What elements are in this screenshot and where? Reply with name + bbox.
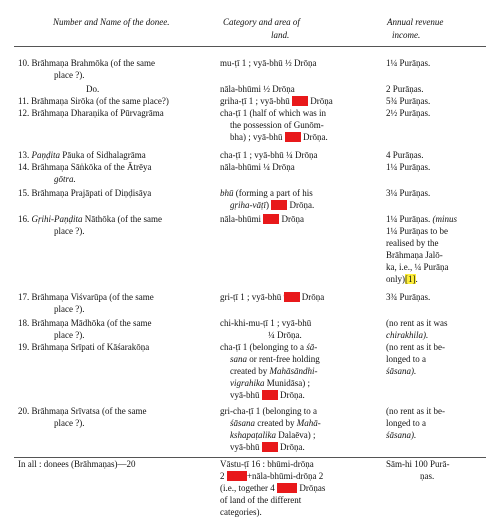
row-20-revenue-line2: longed to a <box>386 418 426 428</box>
highlighted-fraction: 11/64 <box>276 483 298 493</box>
row-14-land: nāla-bhūmi ¼ Drōṇa <box>220 162 295 172</box>
highlighted-fraction: 9/64 <box>283 292 300 302</box>
row-16-revenue-line4: Brāhmaṇa Jalō- <box>386 250 443 260</box>
row-12-land-line1: cha-ṭī 1 (half of which was in <box>220 108 326 118</box>
row-16-revenue-line2: 1¼ Purāṇas to be <box>386 226 448 236</box>
row-18-donee: 18. Brāhmaṇa Mādhōka (of the same <box>18 318 152 328</box>
header-col3-line2: income. <box>392 30 421 40</box>
header-col2-line2: land. <box>271 30 290 40</box>
row-12-land-line2: the possession of Gunōm- <box>230 120 324 130</box>
total-land-line3: (i.e., together 4 11/64 Drōṇas <box>220 483 326 493</box>
row-14-donee: 14. Brāhmaṇa Sāṅkōka of the Ātrēya <box>18 162 152 172</box>
row-11-revenue: 5¾ Purāṇas. <box>386 96 431 106</box>
row-20-revenue-line1: (no rent as it be- <box>386 406 445 416</box>
row-15-donee: 15. Brāhmaṇa Prajāpati of Diṇḍisāya <box>18 188 152 198</box>
row-18-land-line1: chi-khi-mu-ṭī 1 ; vyā-bhū <box>220 318 312 328</box>
row-11-donee: 11. Brāhmaṇa Sirōka (of the same place?) <box>18 96 169 106</box>
row-19-revenue-line3: śāsana). <box>386 366 417 376</box>
row-19-donee: 19. Brāhmaṇa Srīpati of Kāśarakōṇa <box>18 342 150 352</box>
row-18-land-line2: ¼ Drōṇa. <box>268 330 302 340</box>
row-13-revenue: 4 Purāṇas. <box>386 150 424 160</box>
row-17-donee-cont: place ?). <box>54 304 85 314</box>
header-rule <box>14 46 486 47</box>
row-20-land-line4: vyā-bhū 1/16 Drōṇa. <box>230 442 305 452</box>
highlighted-fraction: 1/16 <box>284 132 301 142</box>
row-16-revenue-line5: ka, i.e., ¼ Purāṇa <box>386 262 449 272</box>
row-19-revenue-line1: (no rent as it be- <box>386 342 445 352</box>
row-16-revenue-line6: only)[1]. <box>386 274 418 284</box>
row-12-donee: 12. Brāhmaṇa Dharaṇika of Pūrvagrāma <box>18 108 164 118</box>
highlighted-fraction: 1/16 <box>261 442 278 452</box>
row-20-donee: 20. Brāhmaṇa Srīvatsa (of the same <box>18 406 147 416</box>
row-10-donee-cont: place ?). <box>54 70 85 80</box>
row-12-land-line3: bha) ; vyā-bhū 1/16 Drōṇa. <box>230 132 328 142</box>
row-20-donee-cont: place ?). <box>54 418 85 428</box>
highlighted-fraction: 1/16 <box>271 200 288 210</box>
footnote-link[interactable]: [1] <box>405 274 416 284</box>
row-19-land-line5: vyā-bhū 1/16 Drōṇa. <box>230 390 305 400</box>
row-16-donee: 16. Gṛihi-Paṇḍita Nāthōka (of the same <box>18 214 162 224</box>
total-revenue-line1: Sām-hi 100 Purā- <box>386 459 450 469</box>
header-col2-line1: Category and area of <box>223 17 300 27</box>
total-land-line1: Vāstu-ṭī 16 : bhūmi-drōṇa <box>220 459 314 469</box>
row-10-donee: 10. Brāhmaṇa Brahmōka (of the same <box>18 58 155 68</box>
row-12-revenue: 2½ Purāṇas. <box>386 108 431 118</box>
row-16-revenue-line1: 1¼ Purāṇas. (minus <box>386 214 457 224</box>
total-land-line4: of land of the different <box>220 495 302 505</box>
row-10b-land: nāla-bhūmi ½ Drōṇa <box>220 84 295 94</box>
header-col3-line1: Annual revenue <box>387 17 444 27</box>
row-18-donee-cont: place ?). <box>54 330 85 340</box>
total-land-line2: 2 11/64+nāla-bhūmi-drōṇa 2 <box>220 471 324 481</box>
row-10b-revenue: 2 Purāṇas. <box>386 84 424 94</box>
row-11-land: griha-ṭī 1 ; vyā-bhū 9/64 Drōṇa <box>220 96 333 106</box>
row-20-land-line3: kshapaṭalika Dalaēva) ; <box>230 430 316 440</box>
row-20-revenue-line3: śāsana). <box>386 430 417 440</box>
row-14-donee-cont: gōtra. <box>54 174 76 184</box>
row-10b-donee: Do. <box>86 84 100 94</box>
row-18-revenue-line2: chirakhila). <box>386 330 429 340</box>
total-land-line5: categories). <box>220 507 262 517</box>
highlighted-fraction: 11/64 <box>226 471 247 481</box>
row-19-land-line3: created by Mahāsāndhi- <box>230 366 318 376</box>
row-10-revenue: 1¼ Purāṇas. <box>386 58 431 68</box>
total-rule <box>14 457 486 458</box>
row-17-land: gri-ṭī 1 ; vyā-bhū 9/64 Drōṇa <box>220 292 325 302</box>
row-13-donee: 13. Paṇḍita Pāuka of Sidhalagrāma <box>18 150 146 160</box>
row-10-land: mu-ṭī 1 ; vyā-bhū ½ Drōṇa <box>220 58 317 68</box>
row-16-donee-cont: place ?). <box>54 226 85 236</box>
highlighted-fraction: 9/64 <box>291 96 308 106</box>
row-19-revenue-line2: longed to a <box>386 354 426 364</box>
row-15-land-line2: gṛiha-vāṭī) 1/16 Drōṇa. <box>230 200 315 210</box>
highlighted-fraction: 1/16 <box>263 214 280 224</box>
row-15-revenue: 3¼ Purāṇas. <box>386 188 431 198</box>
row-20-land-line2: śāsana created by Mahā- <box>230 418 321 428</box>
header-col1: Number and Name of the donee. <box>53 17 170 27</box>
row-17-revenue: 3¾ Purāṇas. <box>386 292 431 302</box>
row-15-land-line1: bhū (forming a part of his <box>220 188 313 198</box>
row-14-revenue: 1¼ Purāṇas. <box>386 162 431 172</box>
total-revenue-line2: ṇas. <box>420 471 435 481</box>
row-20-land-line1: gri-cha-ṭī 1 (belonging to a <box>220 406 317 416</box>
row-19-land-line1: cha-ṭī 1 (belonging to a śā- <box>220 342 318 352</box>
row-18-revenue-line1: (no rent as it was <box>386 318 448 328</box>
row-16-revenue-line3: realised by the <box>386 238 439 248</box>
total-donees: In all : donees (Brāhmaṇas)—20 <box>18 459 136 469</box>
row-19-land-line4: vigrahika Munidāsa) ; <box>230 378 310 388</box>
row-17-donee: 17. Brāhmaṇa Viśvarūpa (of the same <box>18 292 154 302</box>
highlighted-fraction: 1/16 <box>261 390 278 400</box>
row-13-land: cha-ṭī 1 ; vyā-bhū ¼ Drōṇa <box>220 150 318 160</box>
row-16-land: nāla-bhūmi 1/16 Drōṇa <box>220 214 305 224</box>
row-19-land-line2: sana or rent-free holding <box>230 354 320 364</box>
